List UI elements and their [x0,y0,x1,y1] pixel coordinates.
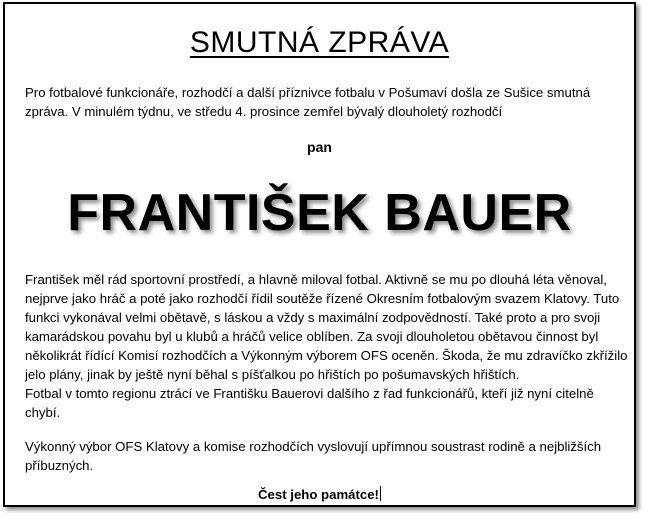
salutation: pan [307,139,332,155]
intro-paragraph: Pro fotbalové funkcionáře, rozhodčí a další příznivce fotbalu v Pošumaví došla ze Sušice smutná zpráva. V minulém týdnu, ve středu 4. prosince zemřel bývalý dlouholetý rozhodčí [25,85,591,119]
body-paragraph: František měl rád sportovní prostředí, a hlavně miloval fotbal. Aktivně se mu po dlouhá léta věnoval, nejprve jako hráč a poté jako rozhodčí řídil soutěže řízené Okresním fotbalovým svazem Klatovy. Tuto funkci vykonával velmi obětavě, s láskou a vždy s maximální zodpovědností. Také proto a pro svoji kamarádskou povahu byl u klubů a hráčů velice oblíben. Za svoji dlouholetou obětavou činnost byl několikrát řídící Komisí rozhodčích a Výkonným výborem OFS oceněn. Škoda, že mu zdravíčko zkřížilo jelo plány, jinak by ještě nyní běhal s píšťalkou po hřištích po pošumavských hřištích. [25,272,628,382]
closing-line [5,485,634,504]
body-paragraph: Fotbal v tomto regionu ztrácí ve Františku Bauerovi dalšího z řad funkcionářů, kteří již nyní citelně chybí. [25,386,594,420]
deceased-name: FRANTIŠEK BAUER [67,184,572,242]
closing-text: Čest jeho památce! [258,487,379,502]
text-cursor [380,486,381,501]
document-page [3,2,636,507]
condolence-paragraph: Výkonný výbor OFS Klatovy a komise rozhodčích vyslovují upřímnou soustrast rodině a nejbližších příbuzných. [25,439,602,473]
body-text [25,270,629,422]
document-title: SMUTNÁ ZPRÁVA [189,26,450,59]
